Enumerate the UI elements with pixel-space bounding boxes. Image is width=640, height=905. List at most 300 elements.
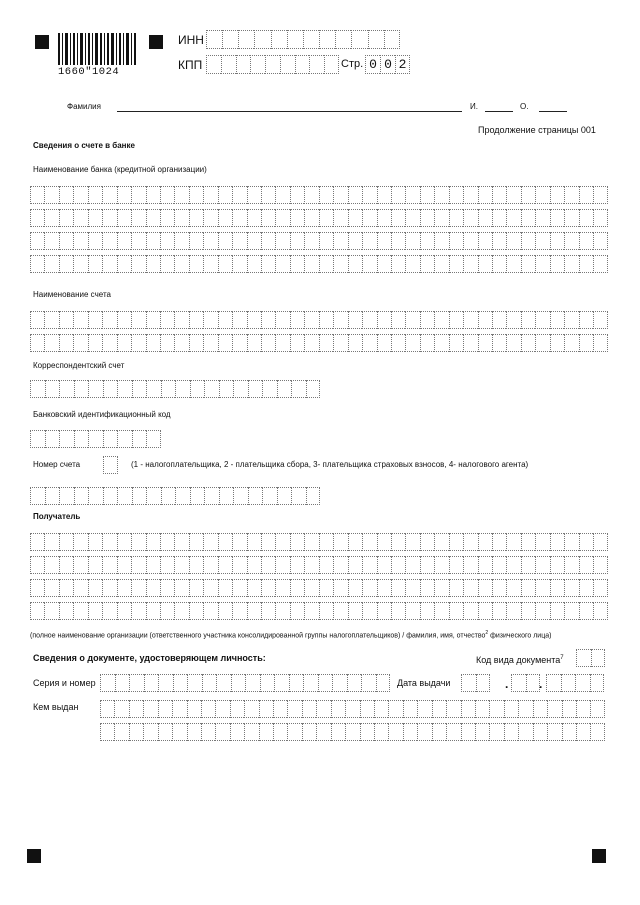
input-cell[interactable] — [146, 334, 160, 352]
input-cell[interactable] — [275, 556, 289, 574]
input-cell[interactable] — [546, 674, 561, 692]
input-cell[interactable] — [405, 533, 419, 551]
input-cell[interactable] — [377, 209, 391, 227]
input-cell[interactable] — [420, 334, 434, 352]
input-cell[interactable] — [129, 723, 143, 741]
input-cell[interactable] — [362, 311, 376, 329]
input-cell[interactable] — [218, 255, 232, 273]
input-cell[interactable] — [160, 579, 174, 597]
input-cell[interactable] — [362, 334, 376, 352]
input-cell[interactable] — [304, 255, 318, 273]
input-cell[interactable] — [461, 700, 475, 718]
input-cell[interactable] — [117, 311, 131, 329]
input-cell[interactable] — [103, 456, 118, 474]
input-cell[interactable] — [319, 30, 335, 49]
input-cell[interactable] — [45, 430, 60, 448]
input-cell[interactable] — [248, 487, 263, 505]
input-cell[interactable] — [232, 579, 246, 597]
input-cell[interactable] — [174, 186, 188, 204]
input-cell[interactable] — [463, 311, 477, 329]
input-cell[interactable] — [102, 579, 116, 597]
input-cell[interactable] — [405, 556, 419, 574]
input-cell[interactable] — [463, 232, 477, 250]
input-cell[interactable] — [489, 700, 503, 718]
input-cell[interactable] — [247, 579, 261, 597]
input-cell[interactable] — [362, 533, 376, 551]
input-cell[interactable] — [377, 186, 391, 204]
recipient-row-2[interactable] — [30, 556, 608, 574]
input-cell[interactable] — [518, 723, 532, 741]
input-cell[interactable] — [187, 723, 201, 741]
input-cell[interactable] — [45, 380, 60, 398]
input-cell[interactable] — [203, 311, 217, 329]
input-cell[interactable] — [100, 723, 114, 741]
input-cell[interactable] — [290, 311, 304, 329]
input-cell[interactable] — [333, 602, 347, 620]
bik-field[interactable] — [30, 430, 161, 448]
input-cell[interactable] — [306, 487, 321, 505]
input-cell[interactable] — [218, 311, 232, 329]
input-cell[interactable] — [318, 674, 333, 692]
input-cell[interactable] — [361, 674, 376, 692]
input-cell[interactable] — [203, 579, 217, 597]
recipient-row-1[interactable] — [30, 533, 608, 551]
input-cell[interactable] — [73, 334, 87, 352]
input-cell[interactable] — [238, 30, 254, 49]
input-cell[interactable] — [449, 533, 463, 551]
input-cell[interactable] — [232, 334, 246, 352]
input-cell[interactable] — [362, 255, 376, 273]
input-cell[interactable] — [593, 334, 607, 352]
input-cell[interactable] — [492, 556, 506, 574]
input-cell[interactable] — [218, 186, 232, 204]
input-cell[interactable] — [102, 186, 116, 204]
input-cell[interactable] — [174, 232, 188, 250]
input-cell[interactable] — [189, 255, 203, 273]
input-cell[interactable] — [449, 334, 463, 352]
input-cell[interactable] — [492, 334, 506, 352]
input-cell[interactable] — [391, 209, 405, 227]
input-cell[interactable] — [146, 209, 160, 227]
input-cell[interactable] — [463, 602, 477, 620]
input-cell[interactable] — [593, 602, 607, 620]
input-cell[interactable] — [254, 30, 270, 49]
input-cell[interactable] — [434, 602, 448, 620]
kpp-field[interactable] — [206, 55, 339, 74]
input-cell[interactable] — [275, 186, 289, 204]
input-cell[interactable] — [391, 232, 405, 250]
input-cell[interactable] — [593, 311, 607, 329]
input-cell[interactable] — [245, 674, 260, 692]
input-cell[interactable] — [550, 311, 564, 329]
input-cell[interactable] — [232, 533, 246, 551]
input-cell[interactable] — [593, 186, 607, 204]
bank-name-row-2[interactable] — [30, 209, 608, 227]
input-cell[interactable] — [351, 30, 367, 49]
input-cell[interactable] — [103, 430, 118, 448]
input-cell[interactable] — [230, 723, 244, 741]
input-cell[interactable] — [73, 602, 87, 620]
issue-date-year[interactable] — [546, 674, 604, 692]
input-cell[interactable] — [102, 232, 116, 250]
issued-by-row-2[interactable] — [100, 723, 605, 741]
input-cell[interactable] — [564, 255, 578, 273]
input-cell[interactable] — [550, 255, 564, 273]
input-cell[interactable] — [304, 533, 318, 551]
input-cell[interactable] — [492, 602, 506, 620]
input-cell[interactable] — [564, 311, 578, 329]
input-cell[interactable] — [478, 209, 492, 227]
input-cell[interactable] — [304, 556, 318, 574]
input-cell[interactable] — [526, 674, 541, 692]
input-cell[interactable] — [232, 311, 246, 329]
input-cell[interactable] — [218, 556, 232, 574]
input-cell[interactable] — [275, 232, 289, 250]
input-cell[interactable] — [30, 533, 44, 551]
input-cell[interactable] — [189, 311, 203, 329]
input-cell[interactable] — [117, 602, 131, 620]
input-cell[interactable] — [304, 602, 318, 620]
input-cell[interactable] — [174, 556, 188, 574]
input-cell[interactable] — [174, 255, 188, 273]
input-cell[interactable] — [189, 209, 203, 227]
input-cell[interactable] — [203, 556, 217, 574]
input-cell[interactable] — [158, 674, 173, 692]
recipient-row-3[interactable] — [30, 579, 608, 597]
input-cell[interactable] — [232, 602, 246, 620]
input-cell[interactable] — [518, 700, 532, 718]
input-cell[interactable] — [219, 487, 234, 505]
input-cell[interactable] — [88, 579, 102, 597]
patronymic-initial-line[interactable] — [539, 111, 567, 112]
input-cell[interactable] — [333, 209, 347, 227]
input-cell[interactable] — [175, 487, 190, 505]
input-cell[interactable] — [30, 579, 44, 597]
input-cell[interactable] — [377, 334, 391, 352]
input-cell[interactable] — [391, 602, 405, 620]
input-cell[interactable] — [247, 602, 261, 620]
input-cell[interactable] — [302, 700, 316, 718]
input-cell[interactable] — [30, 556, 44, 574]
input-cell[interactable] — [102, 556, 116, 574]
input-cell[interactable] — [521, 255, 535, 273]
input-cell[interactable] — [405, 311, 419, 329]
input-cell[interactable] — [550, 602, 564, 620]
input-cell[interactable] — [388, 700, 402, 718]
input-cell[interactable] — [265, 55, 280, 74]
input-cell[interactable] — [504, 723, 518, 741]
input-cell[interactable] — [319, 232, 333, 250]
input-cell[interactable] — [132, 487, 147, 505]
input-cell[interactable] — [348, 255, 362, 273]
input-cell[interactable] — [593, 209, 607, 227]
input-cell[interactable] — [88, 186, 102, 204]
input-cell[interactable] — [332, 674, 347, 692]
input-cell[interactable] — [434, 533, 448, 551]
input-cell[interactable] — [360, 723, 374, 741]
corr-account-field[interactable] — [30, 380, 320, 398]
input-cell[interactable] — [333, 579, 347, 597]
input-cell[interactable] — [316, 700, 330, 718]
input-cell[interactable] — [579, 232, 593, 250]
input-cell[interactable] — [206, 30, 222, 49]
input-cell[interactable] — [449, 311, 463, 329]
input-cell[interactable] — [117, 380, 132, 398]
input-cell[interactable] — [100, 674, 115, 692]
input-cell[interactable] — [73, 533, 87, 551]
input-cell[interactable] — [362, 556, 376, 574]
input-cell[interactable] — [576, 700, 590, 718]
input-cell[interactable] — [218, 334, 232, 352]
input-cell[interactable] — [550, 186, 564, 204]
input-cell[interactable] — [521, 186, 535, 204]
input-cell[interactable] — [261, 334, 275, 352]
input-cell[interactable] — [391, 533, 405, 551]
input-cell[interactable] — [88, 209, 102, 227]
input-cell[interactable] — [274, 674, 289, 692]
input-cell[interactable] — [146, 186, 160, 204]
input-cell[interactable] — [132, 430, 147, 448]
input-cell[interactable] — [190, 380, 205, 398]
input-cell[interactable] — [362, 579, 376, 597]
input-cell[interactable] — [73, 311, 87, 329]
input-cell[interactable] — [44, 255, 58, 273]
input-cell[interactable] — [131, 602, 145, 620]
input-cell[interactable] — [88, 487, 103, 505]
input-cell[interactable] — [446, 723, 460, 741]
input-cell[interactable] — [478, 186, 492, 204]
input-cell[interactable] — [449, 209, 463, 227]
input-cell[interactable] — [362, 602, 376, 620]
input-cell[interactable] — [319, 209, 333, 227]
input-cell[interactable] — [218, 209, 232, 227]
input-cell[interactable] — [562, 700, 576, 718]
input-cell[interactable] — [492, 232, 506, 250]
input-cell[interactable] — [221, 55, 236, 74]
input-cell[interactable] — [575, 674, 590, 692]
input-cell[interactable] — [262, 487, 277, 505]
input-cell[interactable] — [576, 723, 590, 741]
input-cell[interactable] — [102, 334, 116, 352]
input-cell[interactable] — [290, 334, 304, 352]
input-cell[interactable] — [117, 487, 132, 505]
input-cell[interactable] — [535, 334, 549, 352]
input-cell[interactable] — [303, 30, 319, 49]
input-cell[interactable] — [117, 209, 131, 227]
input-cell[interactable] — [550, 556, 564, 574]
input-cell[interactable] — [102, 311, 116, 329]
input-cell[interactable] — [215, 700, 229, 718]
input-cell[interactable] — [277, 380, 292, 398]
input-cell[interactable] — [117, 430, 132, 448]
input-cell[interactable] — [131, 579, 145, 597]
input-cell[interactable] — [593, 579, 607, 597]
input-cell[interactable] — [434, 556, 448, 574]
input-cell[interactable] — [377, 232, 391, 250]
input-cell[interactable] — [405, 579, 419, 597]
input-cell[interactable] — [478, 533, 492, 551]
input-cell[interactable] — [100, 700, 114, 718]
input-cell[interactable] — [377, 255, 391, 273]
input-cell[interactable] — [535, 579, 549, 597]
input-cell[interactable] — [146, 311, 160, 329]
input-cell[interactable] — [449, 232, 463, 250]
input-cell[interactable] — [333, 533, 347, 551]
input-cell[interactable] — [374, 723, 388, 741]
input-cell[interactable] — [562, 723, 576, 741]
input-cell[interactable] — [203, 209, 217, 227]
input-cell[interactable] — [506, 579, 520, 597]
bank-name-row-4[interactable] — [30, 255, 608, 273]
input-cell[interactable] — [290, 556, 304, 574]
input-cell[interactable] — [319, 533, 333, 551]
input-cell[interactable] — [189, 232, 203, 250]
input-cell[interactable] — [88, 556, 102, 574]
input-cell[interactable] — [287, 30, 303, 49]
input-cell[interactable] — [189, 533, 203, 551]
input-cell[interactable] — [489, 723, 503, 741]
input-cell[interactable] — [146, 533, 160, 551]
input-cell[interactable] — [579, 255, 593, 273]
input-cell[interactable] — [476, 674, 491, 692]
input-cell[interactable] — [590, 700, 604, 718]
input-cell[interactable] — [348, 579, 362, 597]
input-cell[interactable] — [434, 311, 448, 329]
input-cell[interactable] — [521, 334, 535, 352]
input-cell[interactable] — [59, 311, 73, 329]
input-cell[interactable] — [275, 579, 289, 597]
input-cell[interactable] — [576, 649, 591, 667]
input-cell[interactable] — [304, 311, 318, 329]
input-cell[interactable] — [30, 487, 45, 505]
input-cell[interactable] — [432, 700, 446, 718]
input-cell[interactable] — [345, 723, 359, 741]
input-cell[interactable] — [174, 334, 188, 352]
input-cell[interactable] — [232, 556, 246, 574]
input-cell[interactable] — [287, 700, 301, 718]
input-cell[interactable] — [478, 334, 492, 352]
input-cell[interactable] — [377, 311, 391, 329]
input-cell[interactable] — [244, 700, 258, 718]
input-cell[interactable] — [319, 334, 333, 352]
input-cell[interactable] — [88, 533, 102, 551]
input-cell[interactable] — [204, 487, 219, 505]
input-cell[interactable] — [88, 334, 102, 352]
input-cell[interactable] — [174, 602, 188, 620]
input-cell[interactable] — [478, 311, 492, 329]
input-cell[interactable] — [189, 186, 203, 204]
input-cell[interactable] — [219, 380, 234, 398]
input-cell[interactable] — [295, 55, 310, 74]
input-cell[interactable] — [117, 255, 131, 273]
input-cell[interactable] — [261, 232, 275, 250]
input-cell[interactable] — [535, 186, 549, 204]
input-cell[interactable] — [260, 674, 275, 692]
input-cell[interactable] — [103, 380, 118, 398]
input-cell[interactable] — [368, 30, 384, 49]
input-cell[interactable] — [144, 674, 159, 692]
input-cell[interactable] — [146, 579, 160, 597]
input-cell[interactable] — [158, 700, 172, 718]
input-cell[interactable] — [280, 55, 295, 74]
input-cell[interactable] — [521, 533, 535, 551]
input-cell[interactable] — [59, 430, 74, 448]
input-cell[interactable] — [232, 209, 246, 227]
input-cell[interactable] — [117, 579, 131, 597]
input-cell[interactable] — [564, 602, 578, 620]
input-cell[interactable] — [131, 186, 145, 204]
input-cell[interactable] — [236, 55, 251, 74]
input-cell[interactable] — [232, 232, 246, 250]
input-cell[interactable] — [59, 533, 73, 551]
input-cell[interactable] — [232, 255, 246, 273]
doc-code-field[interactable] — [576, 649, 605, 667]
input-cell[interactable] — [405, 232, 419, 250]
input-cell[interactable] — [478, 232, 492, 250]
input-cell[interactable] — [215, 723, 229, 741]
input-cell[interactable] — [449, 255, 463, 273]
input-cell[interactable] — [102, 533, 116, 551]
input-cell[interactable] — [319, 186, 333, 204]
input-cell[interactable] — [59, 579, 73, 597]
input-cell[interactable] — [203, 602, 217, 620]
input-cell[interactable] — [160, 232, 174, 250]
input-cell[interactable] — [233, 487, 248, 505]
input-cell[interactable] — [45, 487, 60, 505]
input-cell[interactable] — [405, 334, 419, 352]
input-cell[interactable] — [203, 533, 217, 551]
input-cell[interactable] — [146, 430, 161, 448]
input-cell[interactable] — [201, 723, 215, 741]
input-cell[interactable] — [160, 334, 174, 352]
input-cell[interactable] — [347, 674, 362, 692]
input-cell[interactable] — [417, 723, 431, 741]
input-cell[interactable] — [143, 700, 157, 718]
input-cell[interactable] — [492, 311, 506, 329]
input-cell[interactable] — [403, 723, 417, 741]
input-cell[interactable] — [261, 556, 275, 574]
input-cell[interactable] — [247, 255, 261, 273]
input-cell[interactable] — [405, 186, 419, 204]
input-cell[interactable] — [506, 533, 520, 551]
input-cell[interactable] — [348, 334, 362, 352]
input-cell[interactable] — [73, 232, 87, 250]
input-cell[interactable] — [160, 186, 174, 204]
input-cell[interactable] — [420, 533, 434, 551]
input-cell[interactable] — [247, 334, 261, 352]
input-cell[interactable] — [333, 232, 347, 250]
input-cell[interactable] — [377, 556, 391, 574]
input-cell[interactable] — [550, 533, 564, 551]
input-cell[interactable] — [478, 255, 492, 273]
input-cell[interactable] — [348, 602, 362, 620]
input-cell[interactable] — [261, 533, 275, 551]
input-cell[interactable] — [146, 255, 160, 273]
input-cell[interactable] — [564, 556, 578, 574]
input-cell[interactable] — [333, 255, 347, 273]
input-cell[interactable] — [247, 186, 261, 204]
input-cell[interactable] — [391, 579, 405, 597]
input-cell[interactable] — [73, 209, 87, 227]
input-cell[interactable] — [547, 700, 561, 718]
input-cell[interactable] — [158, 723, 172, 741]
input-cell[interactable] — [203, 232, 217, 250]
input-cell[interactable] — [533, 723, 547, 741]
input-cell[interactable] — [309, 55, 324, 74]
input-cell[interactable] — [550, 209, 564, 227]
input-cell[interactable] — [160, 602, 174, 620]
input-cell[interactable] — [550, 232, 564, 250]
